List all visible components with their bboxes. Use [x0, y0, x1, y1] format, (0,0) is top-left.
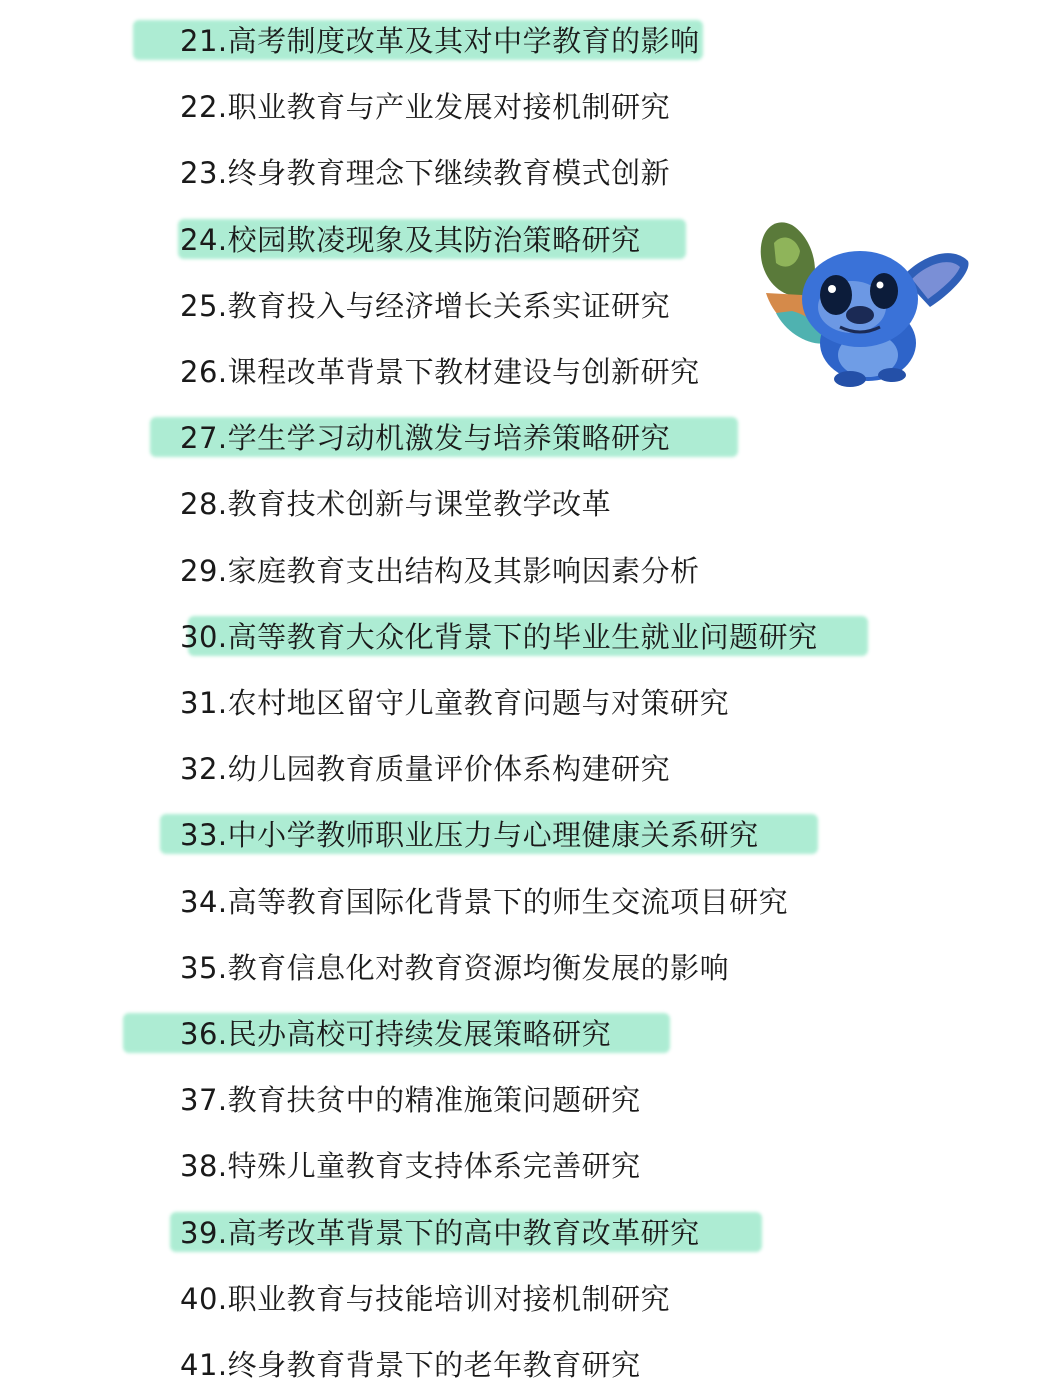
list-item — [0, 72, 1038, 138]
item-title: 终身教育理念下继续教育模式创新 — [227, 156, 671, 191]
item-title: 幼儿园教育质量评价体系构建研究 — [227, 752, 671, 787]
item-title: 校园欺凌现象及其防治策略研究 — [227, 222, 641, 257]
item-title: 特殊儿童教育支持体系完善研究 — [227, 1149, 641, 1184]
list-item-text — [180, 734, 670, 800]
list-item-text — [180, 1065, 641, 1131]
list-item — [0, 1131, 1038, 1197]
list-item-text — [180, 6, 700, 72]
list-item — [0, 668, 1038, 734]
list-item-text — [180, 138, 670, 204]
list-item — [0, 6, 1038, 72]
item-title: 高考改革背景下的高中教育改革研究 — [227, 1215, 700, 1250]
item-title: 高等教育大众化背景下的毕业生就业问题研究 — [227, 619, 818, 654]
item-number: 24. — [180, 222, 228, 257]
item-number: 41. — [180, 1348, 228, 1382]
item-title: 学生学习动机激发与培养策略研究 — [227, 421, 671, 456]
item-title: 教育扶贫中的精准施策问题研究 — [227, 1083, 641, 1118]
list-item — [0, 602, 1038, 668]
stitch-figurine-icon — [752, 215, 974, 390]
list-item — [0, 138, 1038, 204]
item-title: 农村地区留守儿童教育问题与对策研究 — [227, 686, 730, 720]
item-number: 33. — [180, 818, 228, 853]
list-item-text — [180, 1198, 700, 1264]
list-item — [0, 403, 1038, 469]
item-title: 教育信息化对教育资源均衡发展的影响 — [227, 950, 730, 985]
item-number: 36. — [180, 1017, 228, 1051]
item-number: 34. — [180, 884, 228, 919]
list-item-text — [180, 668, 729, 734]
item-title: 教育投入与经济增长关系实证研究 — [227, 288, 671, 323]
list-item-text — [180, 800, 759, 866]
list-item-text — [180, 999, 611, 1065]
list-item — [0, 469, 1038, 535]
item-number: 26. — [180, 355, 228, 389]
list-item-text — [180, 933, 729, 999]
list-item-text — [180, 1264, 670, 1330]
item-number: 31. — [180, 686, 228, 720]
list-item-text — [180, 469, 611, 535]
item-number: 21. — [180, 24, 228, 58]
item-title: 中小学教师职业压力与心理健康关系研究 — [227, 818, 759, 853]
list-item-text — [180, 867, 788, 933]
list-item — [0, 1330, 1038, 1383]
list-item — [0, 536, 1038, 602]
item-number: 40. — [180, 1281, 228, 1316]
list-item-text — [180, 536, 700, 602]
list-item — [0, 933, 1038, 999]
list-item-text — [180, 403, 670, 469]
item-number: 37. — [180, 1083, 228, 1118]
item-title: 课程改革背景下教材建设与创新研究 — [227, 355, 700, 389]
list-item — [0, 1198, 1038, 1264]
item-title: 职业教育与技能培训对接机制研究 — [227, 1281, 671, 1316]
list-item-text — [180, 72, 670, 138]
item-title: 家庭教育支出结构及其影响因素分析 — [227, 553, 700, 588]
list-item-text — [180, 205, 641, 271]
item-number: 23. — [180, 156, 228, 191]
item-title: 高考制度改革及其对中学教育的影响 — [227, 24, 700, 58]
item-number: 25. — [180, 288, 228, 323]
list-item — [0, 1264, 1038, 1330]
item-number: 30. — [180, 619, 228, 654]
list-item-text — [180, 1330, 641, 1383]
list-item — [0, 800, 1038, 866]
item-number: 35. — [180, 950, 228, 985]
list-item — [0, 867, 1038, 933]
list-item — [0, 734, 1038, 800]
item-number: 38. — [180, 1149, 228, 1184]
list-item-text — [180, 1131, 641, 1197]
list-item — [0, 999, 1038, 1065]
item-title: 民办高校可持续发展策略研究 — [227, 1017, 612, 1051]
item-title: 教育技术创新与课堂教学改革 — [227, 487, 612, 522]
list-item-text — [180, 602, 818, 668]
item-number: 39. — [180, 1215, 228, 1250]
item-number: 28. — [180, 487, 228, 522]
item-number: 32. — [180, 752, 228, 787]
list-item-text — [180, 271, 670, 337]
item-number: 29. — [180, 553, 228, 588]
list-item — [0, 1065, 1038, 1131]
item-title: 终身教育背景下的老年教育研究 — [227, 1348, 641, 1382]
item-title: 职业教育与产业发展对接机制研究 — [227, 90, 671, 125]
list-item-text — [180, 337, 700, 403]
item-number: 27. — [180, 421, 228, 456]
item-title: 高等教育国际化背景下的师生交流项目研究 — [227, 884, 789, 919]
item-number: 22. — [180, 90, 228, 125]
